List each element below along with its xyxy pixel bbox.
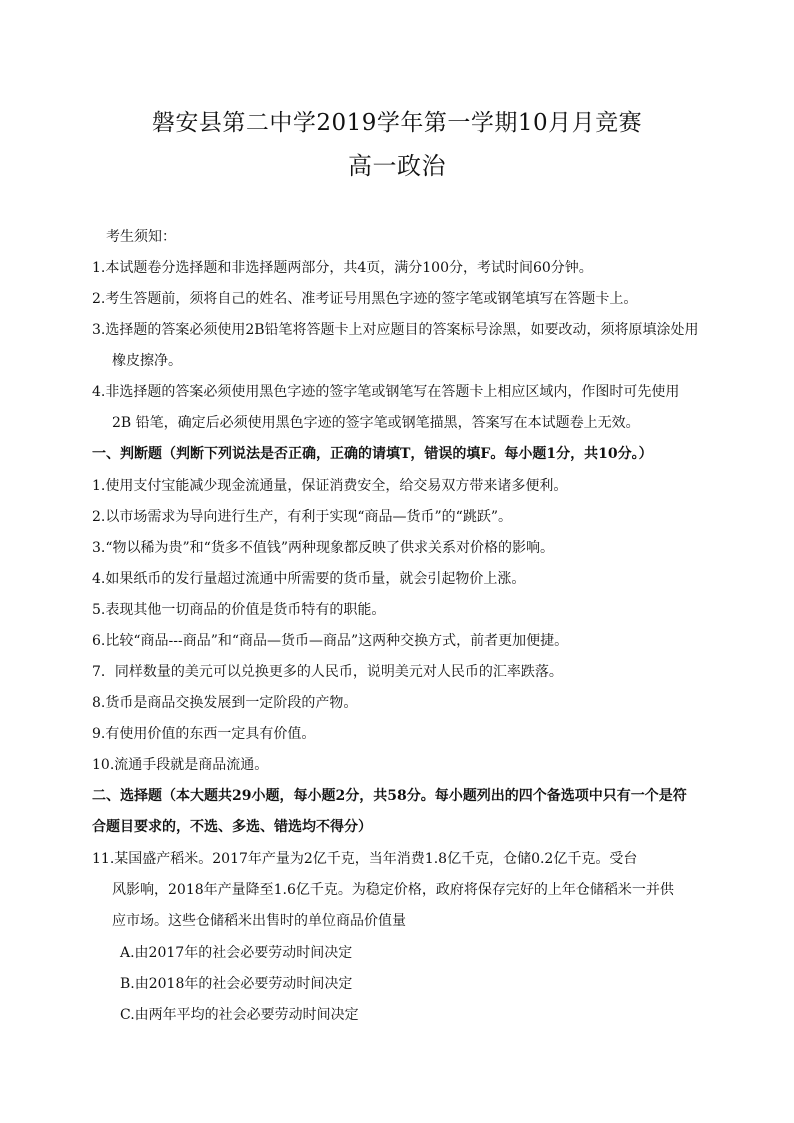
question-item: 10.流通手段就是商品流通。 [92, 757, 269, 773]
section-heading-judgement: 一、判断题（判断下列说法是否正确，正确的请填T，错误的填F。每小题1分，共10分。） [92, 446, 653, 462]
question-item: 2.以市场需求为导向进行生产，有利于实现“商品—货币”的“跳跃”。 [92, 509, 512, 525]
option-c: C.由两年平均的社会必要劳动时间决定 [120, 1007, 359, 1023]
question-11-continued: 风影响，2018年产量降至1.6亿千克。为稳定价格，政府将保存完好的上年仓储稻米一并供 [112, 882, 674, 898]
notice-item: 3.选择题的答案必须使用2B铅笔将答题卡上对应题目的答案标号涂黑，如要改动，须将原填涂处用 [92, 322, 699, 338]
notice-item: 4.非选择题的答案必须使用黑色字迹的签字笔或钢笔写在答题卡上相应区域内，作图时可先使用 [92, 384, 680, 400]
question-11-continued: 应市场。这些仓储稻米出售时的单位商品价值量 [112, 913, 406, 929]
question-item: 6.比较“商品---商品”和“商品—货币—商品”这两种交换方式，前者更加便捷。 [92, 633, 569, 649]
section-heading-choice: 二、选择题（本大题共29小题，每小题2分，共58分。每小题列出的四个备选项中只有一个是符 [92, 788, 687, 804]
notice-item: 1.本试题卷分选择题和非选择题两部分，共4页，满分100分，考试时间60分钟。 [92, 260, 593, 276]
question-item: 5.表现其他一切商品的价值是货币特有的职能。 [92, 602, 386, 618]
option-b: B.由2018年的社会必要劳动时间决定 [120, 976, 353, 992]
question-item: 9.有使用价值的东西一定具有价值。 [92, 726, 316, 742]
question-item: 7．同样数量的美元可以兑换更多的人民币，说明美元对人民币的汇率跌落。 [92, 664, 563, 680]
question-11: 11.某国盛产稻米。2017年产量为2亿千克，当年消费1.8亿千克，仓储0.2亿千克。受台 [92, 851, 638, 867]
notice-item: 2.考生答题前，须将自己的姓名、准考证号用黑色字迹的签字笔或钢笔填写在答题卡上。 [92, 291, 638, 307]
exam-title: 磐安县第二中学2019学年第一学期10月月竞赛 [151, 110, 643, 136]
section-heading-choice-continued: 合题目要求的，不选、多选、错选均不得分） [92, 819, 372, 835]
question-item: 1.使用支付宝能减少现金流通量，保证消费安全，给交易双方带来诸多便利。 [92, 478, 568, 494]
notice-item-continued: 橡皮擦净。 [112, 353, 182, 369]
question-item: 4.如果纸币的发行量超过流通中所需要的货币量，就会引起物价上涨。 [92, 571, 526, 587]
question-item: 3.“物以稀为贵”和“货多不值钱”两种现象都反映了供求关系对价格的影响。 [92, 540, 554, 556]
question-item: 8.货币是商品交换发展到一定阶段的产物。 [92, 695, 358, 711]
option-a: A.由2017年的社会必要劳动时间决定 [120, 945, 353, 961]
notice-label: 考生须知： [106, 229, 176, 245]
exam-subject: 高一政治 [348, 152, 446, 180]
notice-item-continued: 2B 铅笔，确定后必须使用黑色字迹的签字笔或钢笔描黑，答案写在本试题卷上无效。 [112, 415, 640, 431]
